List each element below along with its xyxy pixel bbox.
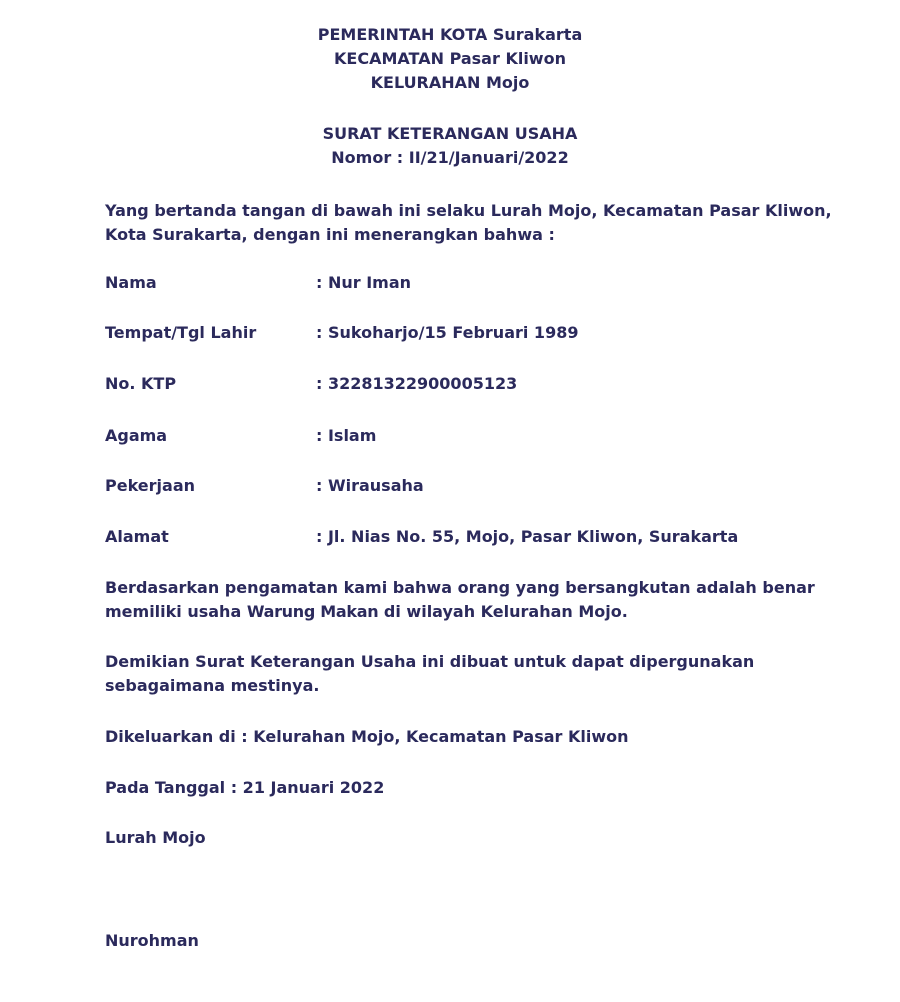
header-government: PEMERINTAH KOTA Surakarta bbox=[317, 25, 583, 44]
header-district: KECAMATAN Pasar Kliwon bbox=[334, 49, 566, 68]
closing-line-2: sebagaimana mestinya. bbox=[105, 676, 320, 695]
signature-name: Nurohman bbox=[105, 931, 199, 950]
issued-date: Pada Tanggal : 21 Januari 2022 bbox=[105, 778, 385, 797]
business-name: Warung Makan bbox=[246, 602, 379, 621]
field-label-address: Alamat bbox=[105, 527, 169, 546]
field-label-occupation: Pekerjaan bbox=[105, 476, 195, 495]
intro-line-1: Yang bertanda tangan di bawah ini selaku Lurah Mojo, Kecamatan Pasar Kliwon, bbox=[105, 201, 832, 220]
issued-place: Dikeluarkan di : Kelurahan Mojo, Kecamatan Pasar Kliwon bbox=[105, 727, 629, 746]
field-value-name: : Nur Iman bbox=[316, 273, 412, 292]
signature-position: Lurah Mojo bbox=[105, 828, 206, 847]
field-label-birth: Tempat/Tgl Lahir bbox=[105, 323, 257, 342]
field-value-address: : Jl. Nias No. 55, Mojo, Pasar Kliwon, Surakarta bbox=[316, 527, 739, 546]
header-village: KELURAHAN Mojo bbox=[370, 73, 530, 92]
field-label-ktp: No. KTP bbox=[105, 374, 177, 393]
statement-line-2 bbox=[105, 600, 628, 624]
closing-line-1: Demikian Surat Keterangan Usaha ini dibuat untuk dapat dipergunakan bbox=[105, 652, 755, 671]
field-value-birth: : Sukoharjo/15 Februari 1989 bbox=[316, 323, 579, 342]
field-value-occupation: : Wirausaha bbox=[316, 476, 424, 495]
letter-title: SURAT KETERANGAN USAHA bbox=[322, 124, 578, 143]
statement-prefix: memiliki usaha bbox=[105, 602, 247, 621]
field-label-name: Nama bbox=[105, 273, 157, 292]
field-label-religion: Agama bbox=[105, 426, 168, 445]
field-value-ktp: : 32281322900005123 bbox=[316, 374, 518, 393]
intro-line-2: Kota Surakarta, dengan ini menerangkan bahwa : bbox=[105, 225, 555, 244]
statement-suffix: di wilayah Kelurahan Mojo. bbox=[378, 602, 628, 621]
field-value-religion: : Islam bbox=[316, 426, 377, 445]
letter-number: Nomor : II/21/Januari/2022 bbox=[331, 148, 569, 167]
statement-line-1: Berdasarkan pengamatan kami bahwa orang yang bersangkutan adalah benar bbox=[105, 578, 815, 597]
